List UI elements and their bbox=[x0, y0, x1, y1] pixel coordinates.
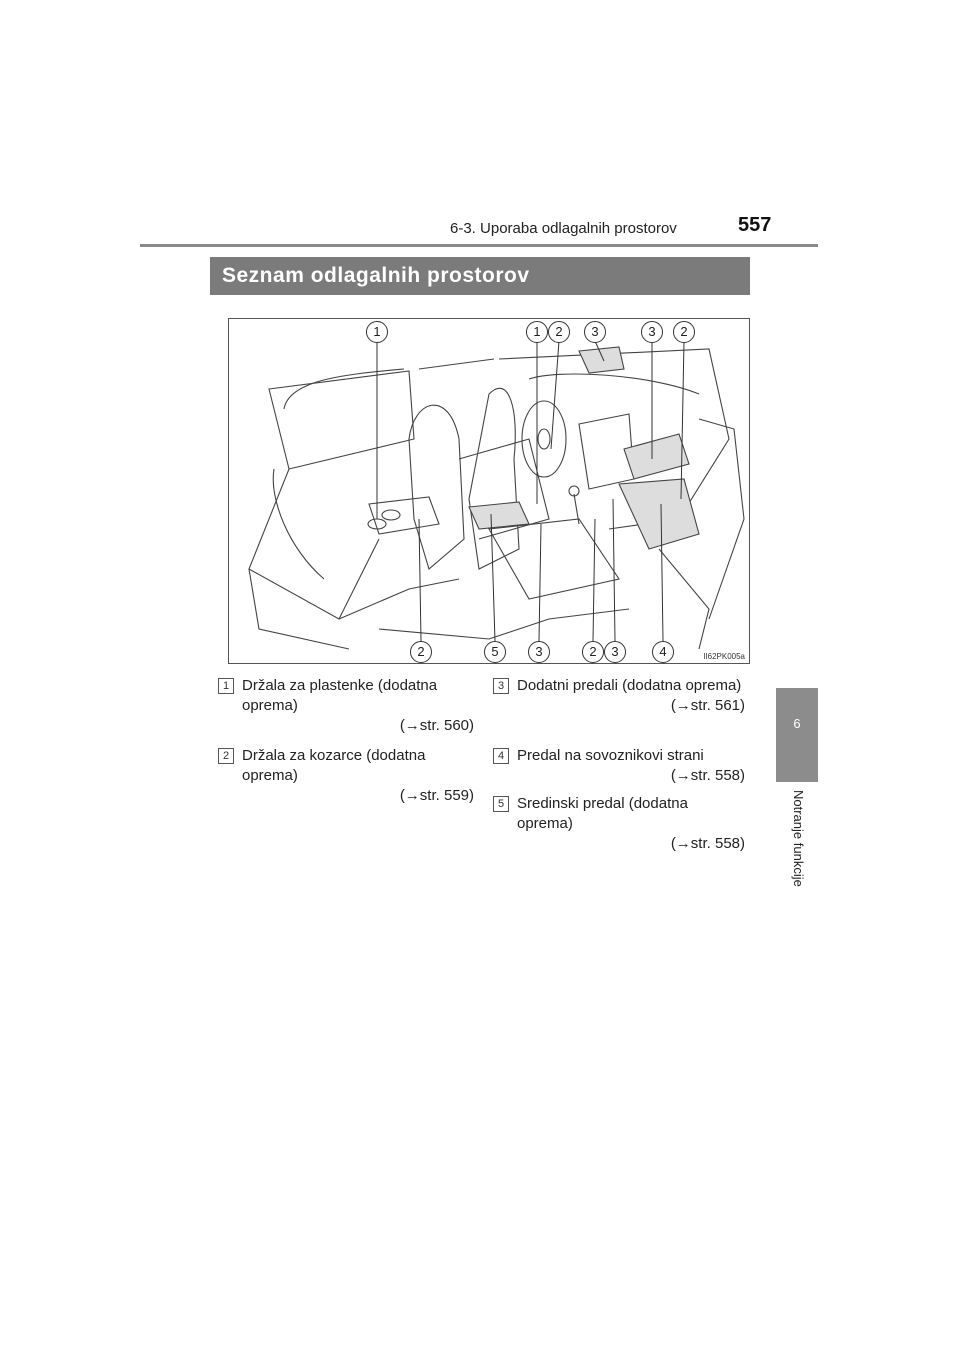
legend-text: Dodatni predali (dodatna oprema) bbox=[517, 677, 742, 694]
page-number: 557 bbox=[738, 214, 772, 236]
legend-number: 1 bbox=[218, 678, 234, 694]
chapter-number: 6 bbox=[793, 716, 801, 731]
legend-number: 3 bbox=[493, 678, 509, 694]
callout-bottom-5: 3 bbox=[604, 641, 626, 663]
callout-bottom-1: 2 bbox=[410, 641, 432, 663]
callout-top-4: 3 bbox=[584, 321, 606, 343]
legend-number: 2 bbox=[218, 748, 234, 764]
legend-item bbox=[497, 794, 745, 854]
chapter-title: Notranje funkcije bbox=[791, 790, 806, 887]
callout-top-1: 1 bbox=[366, 321, 388, 343]
interior-illustration bbox=[228, 318, 750, 664]
page-reference: (→str. 559) bbox=[399, 787, 474, 804]
callout-top-6: 2 bbox=[673, 321, 695, 343]
page-reference: (→str. 558) bbox=[670, 767, 745, 784]
callout-bottom-2: 5 bbox=[484, 641, 506, 663]
legend-text: Sredinski predal (dodatna oprema) bbox=[517, 795, 688, 832]
legend-number: 4 bbox=[493, 748, 509, 764]
page-reference: (→str. 558) bbox=[670, 835, 745, 852]
figure-code: II62PK005a bbox=[703, 652, 745, 661]
legend-item bbox=[222, 746, 474, 806]
legend-item bbox=[497, 676, 745, 716]
page-reference: (→str. 560) bbox=[399, 717, 474, 734]
callout-bottom-4: 2 bbox=[582, 641, 604, 663]
header-divider bbox=[140, 244, 818, 247]
callout-bottom-3: 3 bbox=[528, 641, 550, 663]
callout-top-2: 1 bbox=[526, 321, 548, 343]
callout-bottom-6: 4 bbox=[652, 641, 674, 663]
legend-text: Predal na sovoznikovi strani bbox=[517, 747, 704, 764]
chapter-tab bbox=[776, 688, 818, 782]
callout-top-3: 2 bbox=[548, 321, 570, 343]
page-reference: (→str. 561) bbox=[670, 697, 745, 714]
legend-text: Držala za plastenke (dodatna oprema) bbox=[242, 677, 438, 714]
legend-item bbox=[497, 746, 745, 786]
callout-top-5: 3 bbox=[641, 321, 663, 343]
legend-item bbox=[222, 676, 474, 736]
section-title: Seznam odlagalnih prostorov bbox=[210, 257, 750, 295]
car-interior-drawing bbox=[229, 319, 749, 663]
legend-number: 5 bbox=[493, 796, 509, 812]
running-header-section: 6-3. Uporaba odlagalnih prostorov bbox=[450, 220, 677, 237]
legend-text: Držala za kozarce (dodatna oprema) bbox=[242, 747, 426, 784]
